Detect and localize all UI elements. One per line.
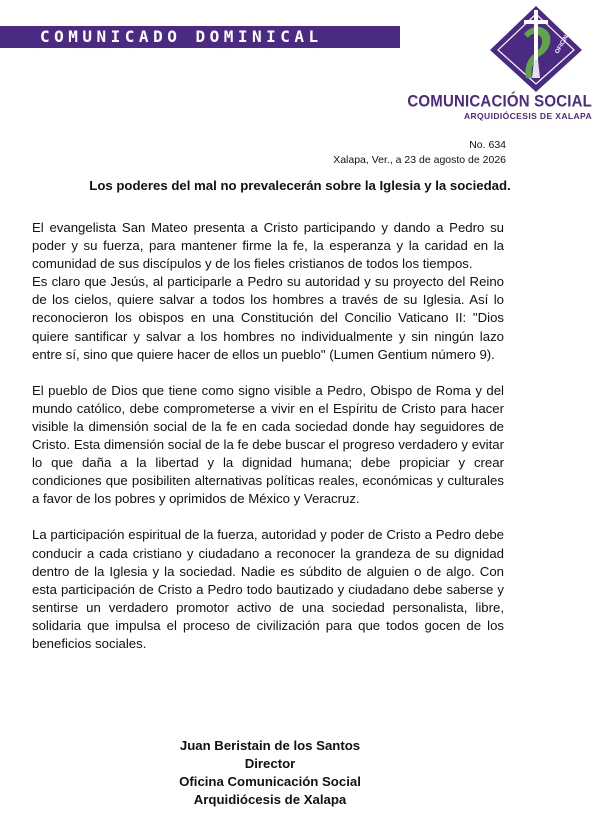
paragraph-3: El pueblo de Dios que tiene como signo visible a Pedro, Obispo de Roma y del mundo católico, debe comprometerse a vivir en el Espíritu de Cristo para hacer visible la dimensión social de la fe en cada sociedad donde hay seguidores de Cristo. Esta dimensión social de la fe debe buscar el progreso verdadero y evitar lo que daña a la libertad y la dignidad humana; debe propiciar y crear condiciones que posibiliten alternativas políticas reales, económicas y culturales a favor de los pobres y oprimidos de México y Veracruz. bbox=[32, 382, 504, 507]
paragraph-1: El evangelista San Mateo presenta a Cristo participando y dando a Pedro su poder y su fuerza, para mantener firme la fe, la esperanza y la caridad en la comunidad de sus discípulos y de los fieles cristianos de todos los tiempos. bbox=[32, 220, 504, 272]
page-title: Los poderes del mal no prevalecerán sobre la Iglesia y la sociedad. bbox=[89, 178, 511, 193]
org-name-block bbox=[407, 93, 592, 121]
signatory-diocese: Arquidiócesis de Xalapa bbox=[193, 792, 347, 807]
signatory-office: Oficina Comunicación Social bbox=[179, 774, 361, 789]
paragraph-4: La participación espiritual de la fuerza, autoridad y poder de Cristo a Pedro debe conducir a cada cristiano y ciudadano a reconocer la grandeza de su dignidad dentro de la Iglesia y la sociedad. Nadie es súbdito de alguien o de algo. Con esta participación de Cristo a Pedro todo bautizado y ciudadano debe saberse y sentirse un verdadero promotor activo de una sociedad personalista, libre, solidaria que impulsa el proceso de civilización para que todos gocen de los beneficios sociales. bbox=[32, 527, 504, 651]
seal-text: OFICINA DE bbox=[554, 22, 577, 55]
signature-block bbox=[160, 737, 380, 809]
org-subtitle: ARQUIDIÓCESIS DE XALAPA bbox=[463, 111, 592, 121]
header-bar bbox=[0, 26, 400, 48]
paragraph-2: Es claro que Jesús, al participarle a Pedro su autoridad y su proyecto del Reino de los cielos, quiere salvar a todos los hombres a través de su Iglesia. Así lo reconocieron los obispos en una Constitución del Concilio Vaticano II: "Dios quiere santificar y salvar a los hombres no individualmente y sin ningún lazo entre sí, sino que quiere hacer de ellos un pueblo" (Lumen Gentium número 9). bbox=[32, 274, 504, 362]
org-name: COMUNICACIÓN SOCIAL bbox=[407, 92, 592, 111]
document-number: No. 634 bbox=[469, 139, 506, 151]
document-meta bbox=[333, 138, 506, 168]
signatory-title: Director bbox=[244, 756, 296, 771]
place-date: Xalapa, Ver., a 23 de agosto de 2026 bbox=[333, 154, 506, 166]
header-title: COMUNICADO DOMINICAL bbox=[40, 27, 323, 46]
signatory-name: Juan Beristain de los Santos bbox=[179, 738, 361, 753]
diocese-cross-logo-icon bbox=[484, 4, 584, 94]
body-text bbox=[32, 219, 504, 653]
